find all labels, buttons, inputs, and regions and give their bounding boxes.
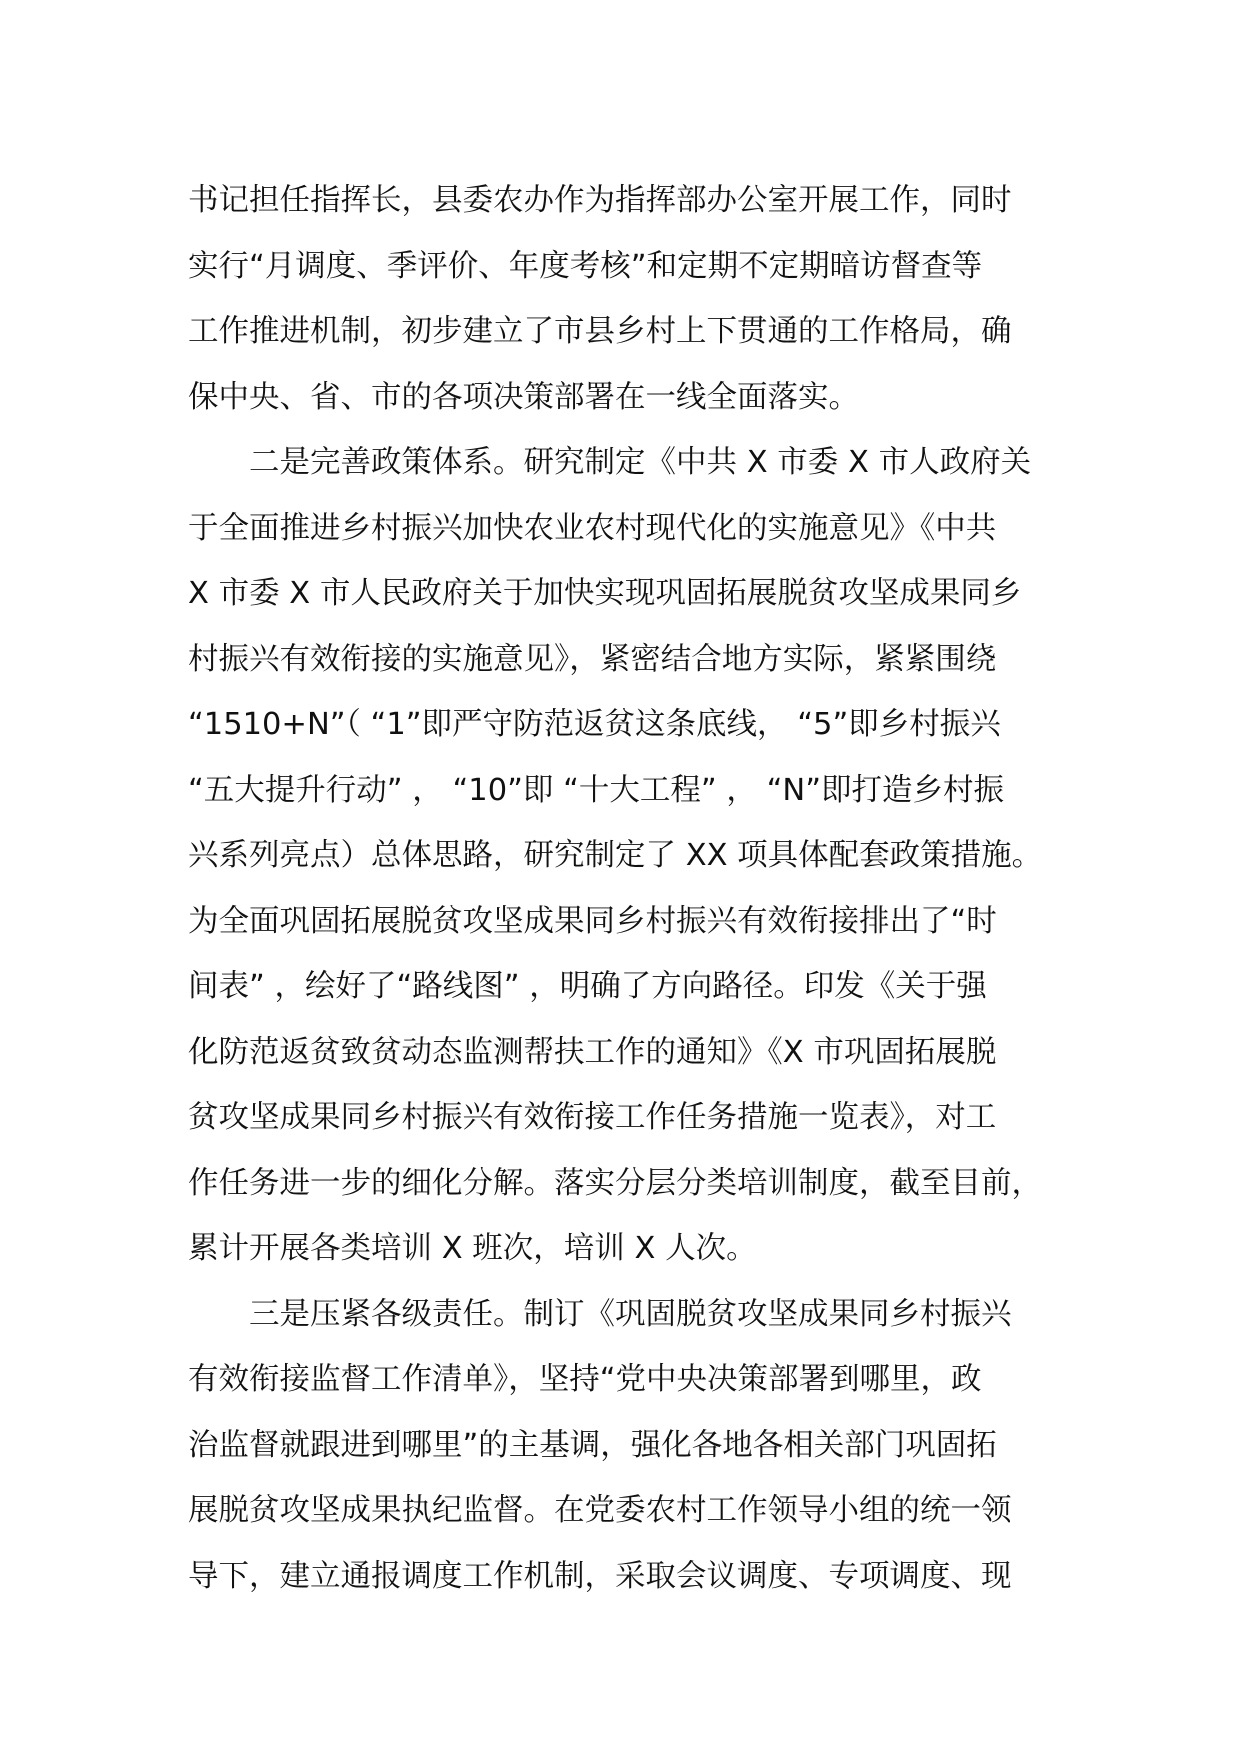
text-line: X 市委 X 市人民政府关于加快实现巩固拓展脱贫攻坚成果同乡 <box>188 576 1022 611</box>
text-line: 间表” ，绘好了“路线图” ，明确了方向路径。印发《关于强 <box>188 969 987 1004</box>
text-line: 累计开展各类培训 X 班次，培训 X 人次。 <box>188 1231 757 1266</box>
text-line: 保中央、省、市的各项决策部署在一线全面落实。 <box>188 379 859 415</box>
text-line: 兴系列亮点）总体思路，研究制定了 XX 项具体配套政策措施。 <box>188 838 1043 873</box>
text-line: 二是完善政策体系。研究制定《中共 X 市委 X 市人政府关 <box>188 445 1032 480</box>
text-line: 治监督就跟进到哪里”的主基调，强化各地各相关部门巩固拓 <box>188 1427 997 1463</box>
text-line: 书记担任指挥长，县委农办作为指挥部办公室开展工作，同时 <box>188 183 1012 218</box>
text-line: 村振兴有效衔接的实施意见》，紧密结合地方实际，紧紧围绕 <box>188 641 997 677</box>
text-line: 展脱贫攻坚成果执纪监督。在党委农村工作领导小组的统一领 <box>188 1493 1012 1528</box>
text-line: 作任务进一步的细化分解。落实分层分类培训制度，截至目前， <box>188 1165 1042 1201</box>
text-line: 于全面推进乡村振兴加快农业农村现代化的实施意见》《中共 <box>188 510 997 546</box>
text-line: 实行“月调度、季评价、年度考核”和定期不定期暗访督查等 <box>188 248 983 284</box>
text-line: 化防范返贫致贫动态监测帮扶工作的通知》《X 市巩固拓展脱 <box>188 1034 997 1070</box>
text-line: 贫攻坚成果同乡村振兴有效衔接工作任务措施一览表》，对工 <box>188 1100 997 1135</box>
text-line: “五大提升行动” ， “10”即 “十大工程” ， “N”即打造乡村振 <box>188 772 1005 808</box>
text-line: 为全面巩固拓展脱贫攻坚成果同乡村振兴有效衔接排出了“时 <box>188 903 997 939</box>
body-text <box>188 168 1088 1609</box>
text-line: 导下，建立通报调度工作机制，采取会议调度、专项调度、现 <box>188 1558 1012 1594</box>
text-line: 工作推进机制，初步建立了市县乡村上下贯通的工作格局，确 <box>188 314 1012 349</box>
text-line: 三是压紧各级责任。制订《巩固脱贫攻坚成果同乡村振兴 <box>188 1296 1012 1332</box>
text-line: “1510+N”（ “1”即严守防范返贫这条底线， “5”即乡村振兴 <box>188 707 1001 742</box>
text-line: 有效衔接监督工作清单》，坚持“党中央决策部署到哪里，政 <box>188 1362 982 1397</box>
